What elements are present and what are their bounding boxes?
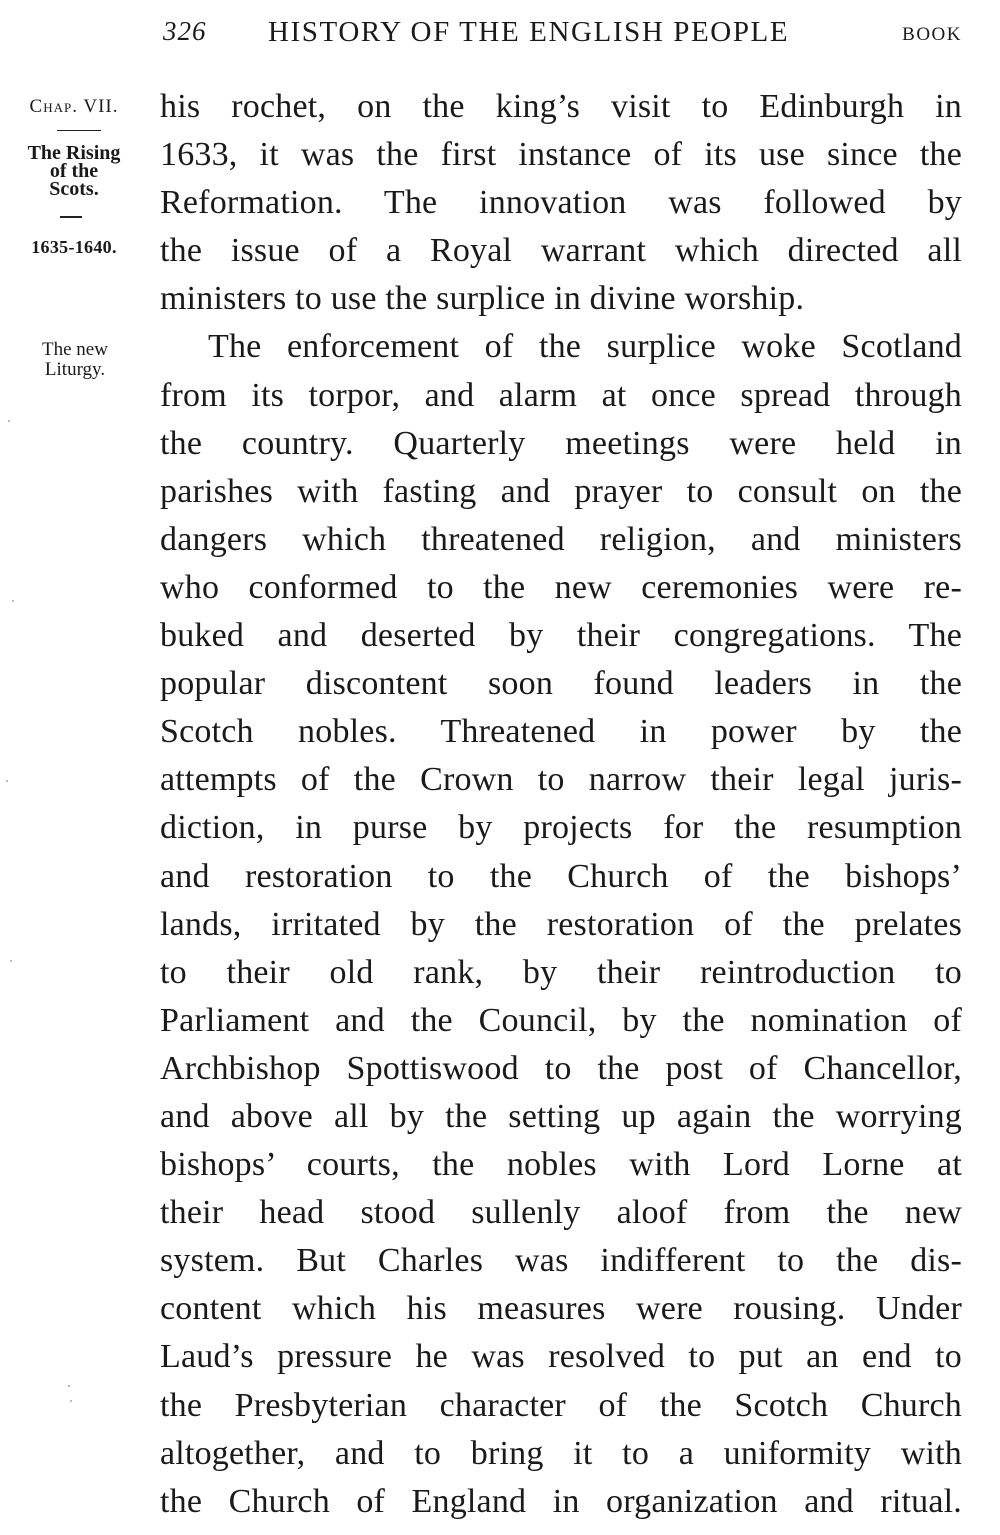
running-header	[160, 14, 962, 54]
text-line: their head stood sullenly aloof from the new	[160, 1194, 962, 1232]
text-line: system. But Charles was indifferent to the dis-	[160, 1242, 962, 1280]
scan-speck	[8, 420, 10, 422]
text-line: Reformation. The innovation was followed by	[160, 184, 962, 222]
text-line: who conformed to the new ceremonies were re-	[160, 568, 962, 606]
text-line: and above all by the setting up again the worrying	[160, 1097, 962, 1135]
text-line: his rochet, on the king’s visit to Edinburgh in	[160, 88, 962, 125]
text-line: Archbishop Spottiswood to the post of Chancellor,	[160, 1049, 962, 1087]
book-label: BOOK	[902, 24, 962, 45]
section-title-line: The Rising	[27, 142, 121, 164]
scan-speck	[70, 1400, 72, 1402]
text-line: Scotch nobles. Threatened in power by the	[160, 713, 962, 751]
scan-speck	[6, 780, 8, 782]
text-line: content which his measures were rousing. Under	[160, 1290, 962, 1328]
text-line: the Presbyterian character of the Scotch Church	[160, 1386, 962, 1424]
text-line: Parliament and the Council, by the nomination of	[160, 1001, 962, 1039]
text-line: dangers which threatened religion, and ministers	[160, 520, 962, 558]
text-line: the issue of a Royal warrant which directed all	[160, 232, 962, 270]
running-title: HISTORY OF THE ENGLISH PEOPLE	[268, 16, 790, 48]
text-line: The enforcement of the surplice woke Scotland	[208, 328, 962, 366]
text-line: Laud’s pressure he was resolved to put an end to	[160, 1338, 962, 1376]
text-line: the country. Quarterly meetings were held in	[160, 424, 962, 462]
text-line: buked and deserted by their congregations. The	[160, 617, 962, 655]
text-line: from its torpor, and alarm at once spread through	[160, 376, 962, 414]
text-line: popular discontent soon found leaders in the	[160, 665, 962, 703]
text-line: diction, in purse by projects for the resumption	[160, 809, 962, 847]
side-heading-line: Liturgy.	[44, 359, 106, 380]
text-line: bishops’ courts, the nobles with Lord Lorne at	[160, 1146, 962, 1184]
text-line: attempts of the Crown to narrow their legal juris-	[160, 761, 962, 799]
text-line: ministers to use the surplice in divine worship.	[160, 280, 805, 318]
section-title-line: Scots.	[49, 178, 99, 200]
chapter-label	[4, 97, 144, 116]
text-line: and restoration to the Church of the bishops’	[160, 857, 962, 895]
page-number: 326	[163, 16, 207, 46]
margin-rule	[57, 130, 101, 131]
side-heading-note	[20, 340, 130, 380]
text-line: 1633, it was the first instance of its use since the	[160, 136, 962, 174]
text-line: parishes with fasting and prayer to consult on the	[160, 472, 962, 510]
body-text	[160, 83, 962, 1526]
text-line: to their old rank, by their reintroduction to	[160, 953, 962, 991]
scan-speck	[68, 1385, 70, 1387]
side-heading-line: The new	[42, 339, 108, 360]
text-line: the Church of England in organization and ritual.	[160, 1482, 962, 1520]
text-line: lands, irritated by the restoration of the prelates	[160, 905, 962, 943]
scan-speck	[10, 960, 12, 962]
date-range-note: 1635-1640.	[31, 237, 117, 257]
scan-speck	[12, 600, 14, 602]
section-title-note	[4, 144, 144, 198]
text-line: altogether, and to bring it to a uniformity with	[160, 1434, 962, 1472]
margin-rule	[60, 216, 82, 218]
chapter-label-text: Chap. VII.	[29, 96, 119, 117]
section-title-line: of the	[49, 160, 99, 182]
